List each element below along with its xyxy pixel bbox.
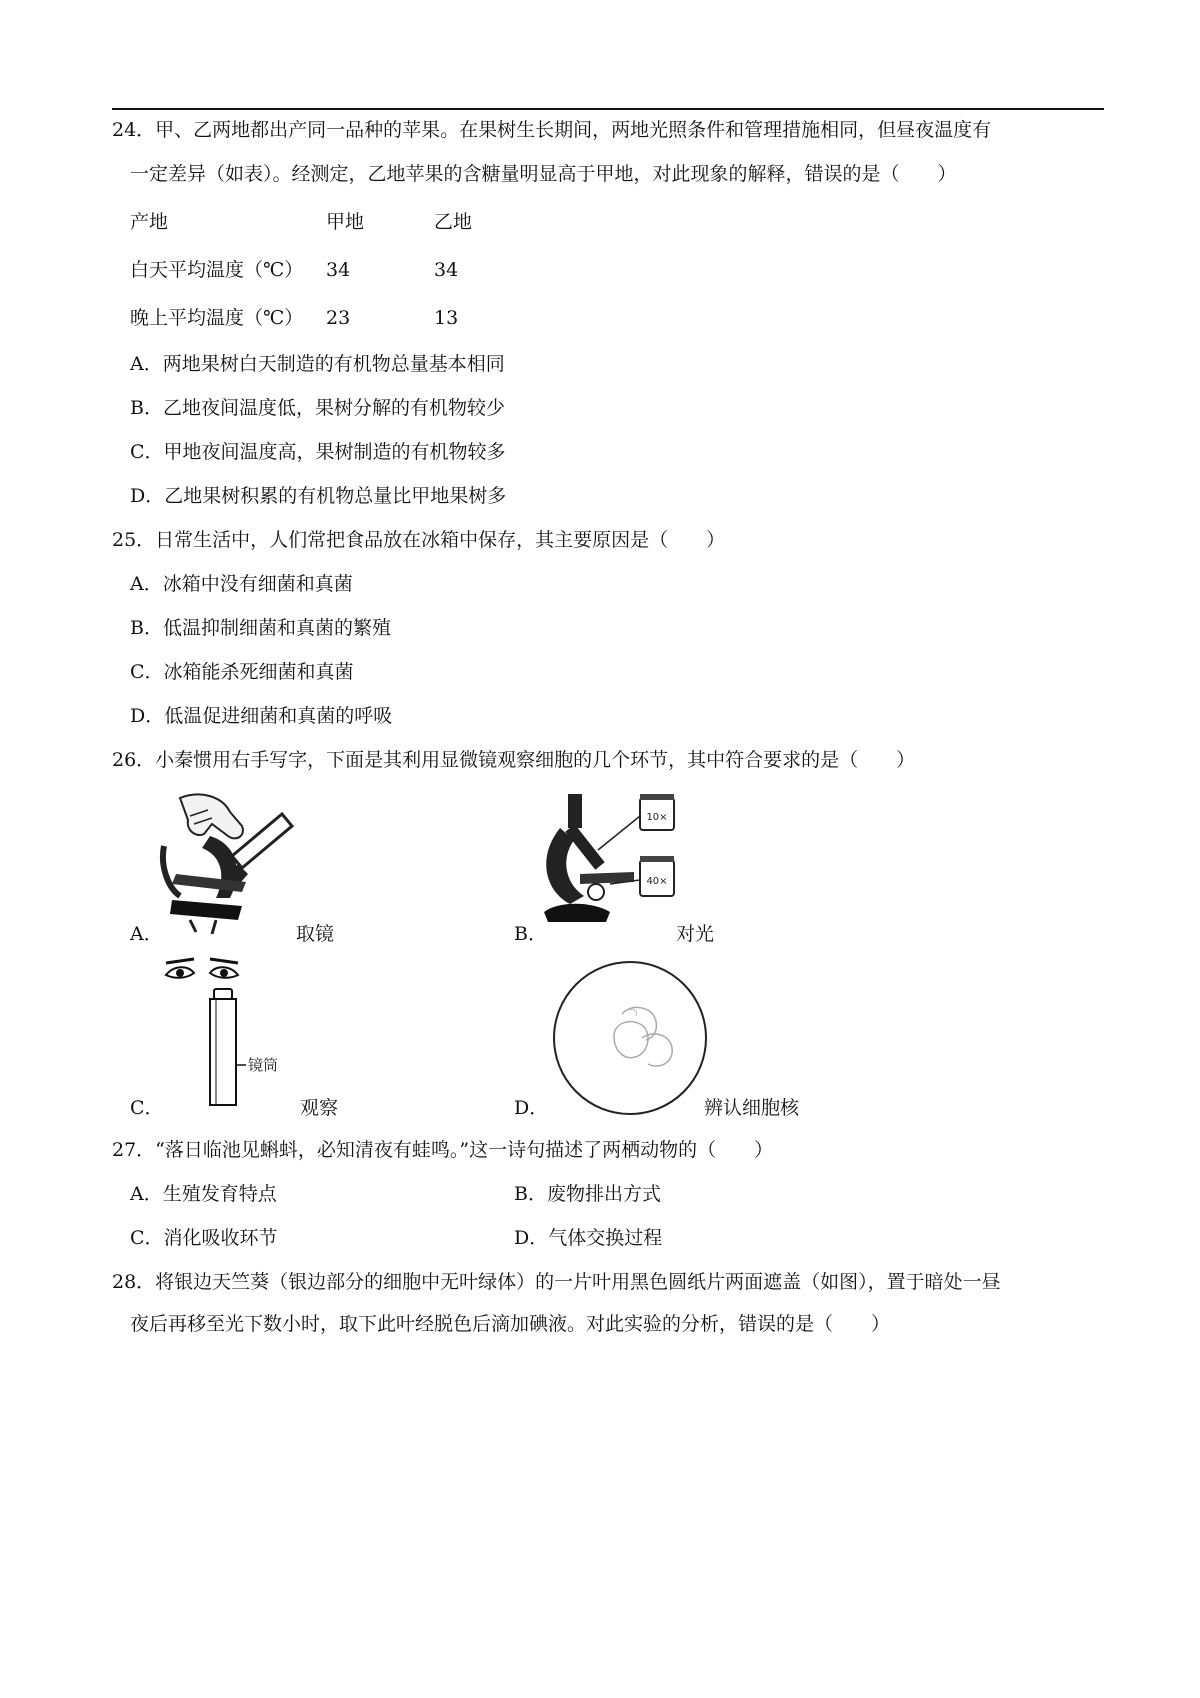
table-row-day-yi: 34: [434, 259, 459, 281]
q24-option-a: A．两地果树白天制造的有机物总量基本相同: [130, 353, 505, 375]
table-row-night-jia: 23: [326, 307, 351, 329]
figure-c-observation: [160, 955, 300, 1110]
q26-stem: 26．小秦惯用右手写字，下面是其利用显微镜观察细胞的几个环节，其中符合要求的是（ ）: [112, 749, 916, 771]
figure-c-tube-label: 镜筒: [248, 1056, 279, 1074]
q25-option-a: A．冰箱中没有细菌和真菌: [130, 573, 353, 595]
table-header-jia: 甲地: [326, 211, 365, 233]
q24-stem-line2: 一定差异（如表）。经测定，乙地苹果的含糖量明显高于甲地，对此现象的解释，错误的是（ ）: [130, 163, 957, 185]
q26-option-c-letter: C．: [130, 1097, 164, 1119]
q26-option-d-caption: 辨认细胞核: [704, 1097, 800, 1119]
q28-stem-line1: 28．将银边天竺葵（银边部分的细胞中无叶绿体）的一片叶用黑色圆纸片两面遮盖（如图），置于暗处一昼: [112, 1271, 1001, 1293]
q25-option-b: B．低温抑制细菌和真菌的繁殖: [130, 617, 391, 639]
q26-option-b-letter: B．: [514, 923, 547, 945]
q27-option-c: C．消化吸收环节: [130, 1227, 278, 1249]
figure-a-take-microscope: [150, 786, 300, 936]
q24-option-c: C．甲地夜间温度高，果树制造的有机物较多: [130, 441, 506, 463]
q24-stem-line1: 24．甲、乙两地都出产同一品种的苹果。在果树生长期间，两地光照条件和管理措施相同，但昼夜温度有: [112, 119, 992, 141]
header-rule: [112, 108, 1104, 110]
q28-stem-line2: 夜后再移至光下数小时，取下此叶经脱色后滴加碘液。对此实验的分析，错误的是（ ）: [130, 1313, 891, 1335]
q27-option-a: A．生殖发育特点: [130, 1183, 277, 1205]
table-header-yi: 乙地: [434, 211, 473, 233]
q26-option-a-letter: A．: [130, 923, 163, 945]
figure-b-label-40x: 40×: [646, 876, 668, 887]
q25-option-c: C．冰箱能杀死细菌和真菌: [130, 661, 354, 683]
q25-option-d: D．低温促进细菌和真菌的呼吸: [130, 705, 393, 727]
q26-option-b-caption: 对光: [676, 923, 715, 945]
q26-option-d-letter: D．: [514, 1097, 549, 1119]
table-row-night-yi: 13: [434, 307, 459, 329]
q24-option-b: B．乙地夜间温度低，果树分解的有机物较少: [130, 397, 505, 419]
q25-stem: 25．日常生活中，人们常把食品放在冰箱中保存，其主要原因是（ ）: [112, 529, 726, 551]
q27-option-b: B．废物排出方式: [514, 1183, 661, 1205]
table-row-day-jia: 34: [326, 259, 351, 281]
figure-b-light-adjustment: [540, 788, 690, 938]
figure-b-label-10x: 10×: [646, 812, 668, 823]
table-header-origin: 产地: [130, 211, 169, 233]
q24-option-d: D．乙地果树积累的有机物总量比甲地果树多: [130, 485, 507, 507]
table-row-day-label: 白天平均温度（℃）: [130, 259, 304, 281]
table-row-night-label: 晚上平均温度（℃）: [130, 307, 304, 329]
q26-option-c-caption: 观察: [300, 1097, 339, 1119]
figure-d-cell-nucleus: [550, 958, 710, 1118]
q27-option-d: D．气体交换过程: [514, 1227, 663, 1249]
q27-stem: 27．“落日临池见蝌蚪，必知清夜有蛙鸣。”这一诗句描述了两栖动物的（ ）: [112, 1139, 774, 1161]
q26-option-a-caption: 取镜: [296, 923, 335, 945]
